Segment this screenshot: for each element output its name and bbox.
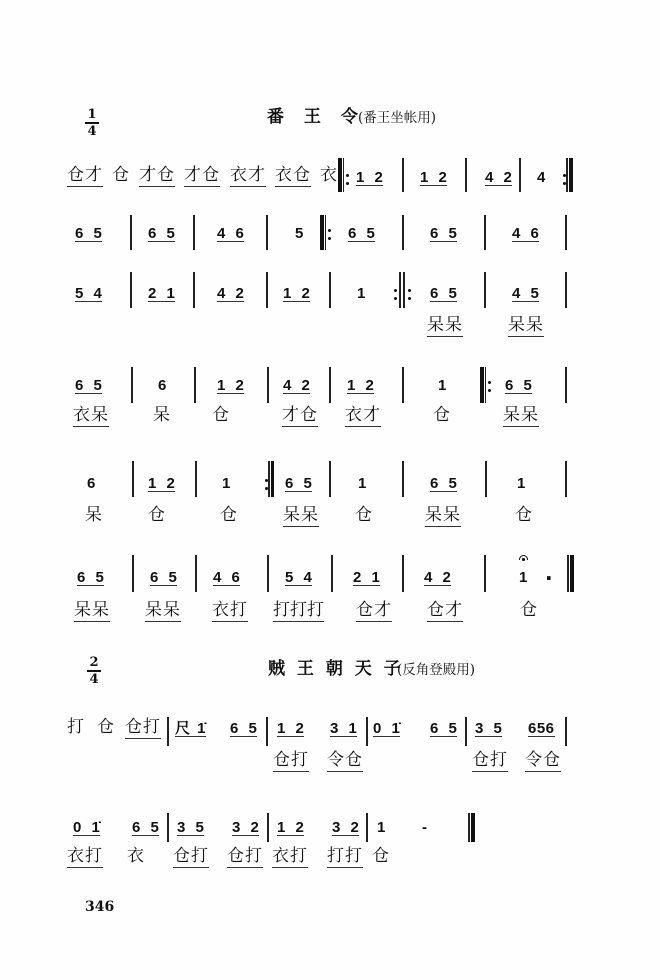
barline <box>485 461 487 497</box>
repeat-start-barline <box>320 215 324 250</box>
barline <box>465 717 467 746</box>
barline <box>267 813 269 842</box>
barline <box>266 215 268 250</box>
barline <box>132 461 134 497</box>
barline <box>130 272 132 308</box>
note-group: 3 1 <box>330 720 357 737</box>
barline <box>366 717 368 746</box>
piece-subtitle: (番王坐帐用) <box>358 110 437 126</box>
lyric: 仓打 <box>273 750 309 770</box>
lyric: 呆呆 <box>503 405 539 425</box>
note-group: 3 2 <box>332 819 359 836</box>
note-group: 5 4 <box>75 285 102 302</box>
barline <box>131 367 133 403</box>
barline <box>167 813 169 842</box>
note-group: 3 5 <box>475 720 502 737</box>
barline <box>565 367 567 403</box>
repeat-start-barline <box>480 367 484 403</box>
note: 1 <box>358 475 367 492</box>
lyric: 仓打 <box>173 846 209 866</box>
repeat-both-barline <box>399 272 401 308</box>
barline <box>267 367 269 403</box>
final-barline <box>570 555 574 592</box>
note: 1 <box>377 819 386 836</box>
note-group: 6 5 <box>148 225 175 242</box>
barline <box>329 272 331 308</box>
note-group: 6 5 <box>430 475 457 492</box>
time-signature <box>84 108 100 138</box>
note-group: 6 5 <box>132 819 159 836</box>
augmentation-dot: · <box>545 566 553 590</box>
lyric: 呆呆 <box>508 315 544 335</box>
note-group: 2 1 <box>353 569 380 586</box>
barline <box>484 272 486 308</box>
percussion-syllable: 仓 <box>97 717 115 737</box>
repeat-dot <box>328 237 331 240</box>
note-group: 6 5 <box>150 569 177 586</box>
note-group: 4 6 <box>512 225 539 242</box>
final-barline <box>468 813 470 842</box>
lyric: 令仓 <box>525 750 561 770</box>
note-group: 1 2 <box>277 819 304 836</box>
repeat-dot <box>346 182 349 185</box>
repeat-dot <box>488 381 491 384</box>
repeat-dot <box>328 229 331 232</box>
final-barline <box>567 555 569 592</box>
repeat-end-barline <box>569 158 573 192</box>
note-group: 4 6 <box>217 225 244 242</box>
note: 1 <box>222 475 231 492</box>
note-group: 1 2 <box>283 285 310 302</box>
note-group: 尺 1̇ <box>175 720 206 737</box>
note: 6 <box>87 475 96 492</box>
lyric: 仓打 <box>227 846 263 866</box>
percussion-syllable: 仓 <box>112 165 130 185</box>
barline <box>565 717 567 746</box>
barline <box>402 555 404 592</box>
note-group: 4 2 <box>424 569 451 586</box>
note-group: 6 5 <box>430 225 457 242</box>
lyric: 仓 <box>433 405 451 425</box>
barline <box>167 717 169 746</box>
percussion-syllable: 衣仓 <box>275 165 311 185</box>
note: 1 <box>438 377 447 394</box>
note-group: 4 6 <box>213 569 240 586</box>
lyric: 仓 <box>220 505 238 525</box>
repeat-start-barline <box>325 215 327 250</box>
barline <box>195 555 197 592</box>
lyric: 仓 <box>520 600 538 620</box>
note-group: 3 2 <box>232 819 259 836</box>
lyric: 仓 <box>148 505 166 525</box>
barline <box>193 272 195 308</box>
lyric: 仓 <box>212 405 230 425</box>
note-group: 1 2 <box>420 169 447 186</box>
lyric: 呆呆 <box>74 600 110 620</box>
lyric: 仓 <box>372 846 390 866</box>
note-group: 1 2 <box>356 169 383 186</box>
repeat-start-barline <box>485 367 487 403</box>
lyric: 衣呆 <box>73 405 109 425</box>
lyric: 呆呆 <box>427 315 463 335</box>
note-group: 1 2 <box>277 720 304 737</box>
barline <box>329 367 331 403</box>
note-group: 6 5 <box>285 475 312 492</box>
barline <box>465 158 467 192</box>
note-group: 656 <box>528 720 555 737</box>
lyric: 才仓 <box>282 405 318 425</box>
lyric: 仓打 <box>472 750 508 770</box>
repeat-dot <box>408 289 411 292</box>
note-group: 1 2 <box>148 475 175 492</box>
note-group: 1 2 <box>217 377 244 394</box>
lyric: 衣打 <box>67 846 103 866</box>
percussion-syllable: 衣才 <box>230 165 266 185</box>
lyric: 衣才 <box>345 405 381 425</box>
note: 1 <box>517 475 526 492</box>
repeat-dot <box>394 297 397 300</box>
lyric: 呆呆 <box>145 600 181 620</box>
time-signature <box>86 656 102 686</box>
percussion-syllable: 仓才 <box>67 165 103 185</box>
repeat-dot <box>394 289 397 292</box>
piece-title: 番 王 令 <box>267 107 365 127</box>
piece-title: 贼 王 朝 天 子 <box>268 659 404 679</box>
note-group: 1 2 <box>347 377 374 394</box>
page-number: 346 <box>85 899 115 915</box>
repeat-start-barline <box>343 158 345 192</box>
note-group: 4 2 <box>217 285 244 302</box>
time-signature-numerator: 2 <box>89 655 99 670</box>
barline <box>266 717 268 746</box>
note-group: 6 5 <box>75 225 102 242</box>
barline <box>484 555 486 592</box>
fermata-icon <box>519 555 527 560</box>
barline <box>565 461 567 497</box>
lyric: 仓才 <box>356 600 392 620</box>
barline <box>402 158 404 192</box>
lyric: 衣打 <box>212 600 248 620</box>
percussion-syllable: 才仓 <box>184 165 220 185</box>
barline <box>266 272 268 308</box>
lyric: 呆呆 <box>425 505 461 525</box>
lyric: 呆 <box>85 505 103 525</box>
note: 1 <box>357 285 366 302</box>
note: 6 <box>158 377 167 394</box>
note-group: 2 1 <box>148 285 175 302</box>
lyric: 仓才 <box>427 600 463 620</box>
time-signature-numerator: 1 <box>87 107 97 122</box>
note-group: 0 1̇ <box>73 819 100 836</box>
lyric: 令仓 <box>327 750 363 770</box>
lyric: 仓 <box>355 505 373 525</box>
note-group: 4 2 <box>485 169 512 186</box>
note-group: 6 5 <box>505 377 532 394</box>
extension-dash: - <box>422 819 427 836</box>
percussion-syllable: 仓打 <box>125 717 161 737</box>
lyric: 打打打 <box>273 600 324 620</box>
time-signature-denominator: 4 <box>89 671 99 687</box>
note-group: 6 5 <box>430 720 457 737</box>
percussion-syllable: 才仓 <box>139 165 175 185</box>
lyric: 呆呆 <box>283 505 319 525</box>
percussion-syllable: 打 <box>67 717 85 737</box>
note: 5 <box>295 225 304 242</box>
barline <box>366 813 368 842</box>
barline <box>132 555 134 592</box>
note-group: 6 5 <box>348 225 375 242</box>
barline <box>402 461 404 497</box>
final-barline <box>471 813 475 842</box>
repeat-dot <box>488 389 491 392</box>
barline <box>402 215 404 250</box>
repeat-dot <box>346 174 349 177</box>
barline <box>402 367 404 403</box>
barline <box>195 461 197 497</box>
repeat-start-barline <box>338 158 342 192</box>
barline <box>519 158 521 192</box>
barline <box>194 367 196 403</box>
lyric: 衣打 <box>272 846 308 866</box>
barline <box>565 272 567 308</box>
lyric: 打打 <box>327 846 363 866</box>
note-group: 6 5 <box>75 377 102 394</box>
barline <box>193 215 195 250</box>
barline <box>130 215 132 250</box>
note-group: 0 1̇ <box>373 720 400 737</box>
barline <box>267 555 269 592</box>
repeat-end-barline <box>271 461 275 497</box>
repeat-both-barline <box>403 272 405 308</box>
note-group: 6 5 <box>430 285 457 302</box>
repeat-end-barline <box>566 158 568 192</box>
note-group: 3 5 <box>177 819 204 836</box>
lyric: 呆 <box>153 405 171 425</box>
barline <box>565 215 567 250</box>
note-group: 6 5 <box>230 720 257 737</box>
note-group: 4 5 <box>512 285 539 302</box>
lyric: 仓 <box>515 505 533 525</box>
note-group: 4 2 <box>283 377 310 394</box>
repeat-dot <box>408 297 411 300</box>
lyric: 衣 <box>127 846 145 866</box>
note: 4 <box>537 169 546 186</box>
note-group: 6 5 <box>77 569 104 586</box>
note: 1 <box>519 569 528 586</box>
percussion-syllable: 衣 <box>320 165 338 185</box>
time-signature-denominator: 4 <box>87 123 97 139</box>
barline <box>484 215 486 250</box>
barline <box>329 461 331 497</box>
barline <box>331 555 333 592</box>
piece-subtitle: (反角登殿用) <box>397 662 476 678</box>
note-group: 5 4 <box>285 569 312 586</box>
repeat-end-barline <box>268 461 270 497</box>
